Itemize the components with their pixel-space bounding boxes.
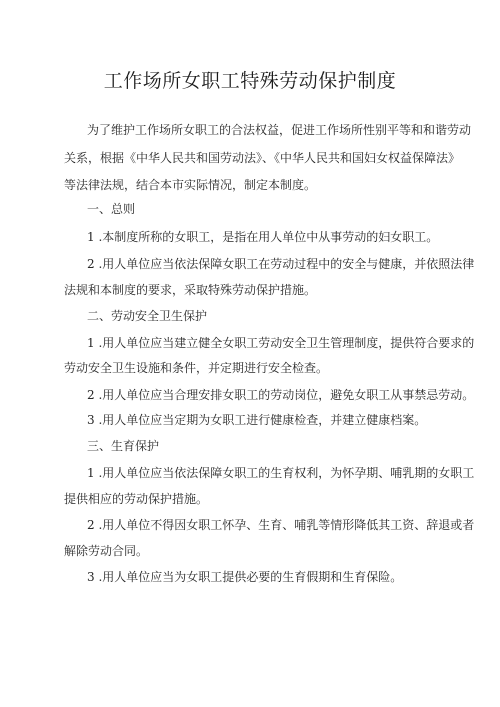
page-title: 工作场所女职工特殊劳动保护制度 — [103, 70, 397, 92]
safety-item-2: 2 .用人单位应当合理安排女职工的劳动岗位，避免女职工从事禁忌劳动。 — [87, 388, 475, 402]
section-heading-maternity: 三、生育保护 — [87, 439, 160, 453]
general-item-1: 1 .本制度所称的女职工，是指在用人单位中从事劳动的妇女职工。 — [87, 230, 439, 244]
intro-line-1: 为了维护工作场所女职工的合法权益，促进工作场所性别平等和和谐劳动 — [87, 123, 472, 137]
maternity-item-1-line-2: 提供相应的劳动保护措施。 — [64, 492, 209, 506]
intro-line-2: 关系，根据《中华人民共和国劳动法》、《中华人民共和国妇女权益保障法》 — [64, 151, 461, 165]
maternity-item-2-line-1: 2 .用人单位不得因女职工怀孕、生育、哺乳等情形降低其工资、辞退或者 — [87, 518, 475, 532]
safety-item-1-line-2: 劳动安全卫生设施和条件，并定期进行安全检查。 — [64, 361, 329, 375]
intro-line-3: 等法律法规，结合本市实际情况，制定本制度。 — [64, 178, 317, 192]
maternity-item-3: 3 .用人单位应当为女职工提供必要的生育假期和生育保险。 — [87, 570, 403, 584]
general-item-2-line-1: 2 .用人单位应当依法保障女职工在劳动过程中的安全与健康，并依照法律 — [87, 257, 475, 271]
maternity-item-1-line-1: 1 .用人单位应当依法保障女职工的生育权利，为怀孕期、哺乳期的女职工 — [87, 466, 475, 480]
safety-item-1-line-1: 1 .用人单位应当建立健全女职工劳动安全卫生管理制度，提供符合要求的 — [87, 336, 475, 350]
section-heading-general: 一、总则 — [87, 202, 136, 216]
safety-item-3: 3 .用人单位应当定期为女职工进行健康检查，并建立健康档案。 — [87, 413, 427, 427]
section-heading-safety: 二、劳动安全卫生保护 — [87, 309, 208, 323]
general-item-2-line-2: 法规和本制度的要求，采取特殊劳动保护措施。 — [64, 283, 317, 297]
maternity-item-2-line-2: 解除劳动合同。 — [64, 544, 149, 558]
